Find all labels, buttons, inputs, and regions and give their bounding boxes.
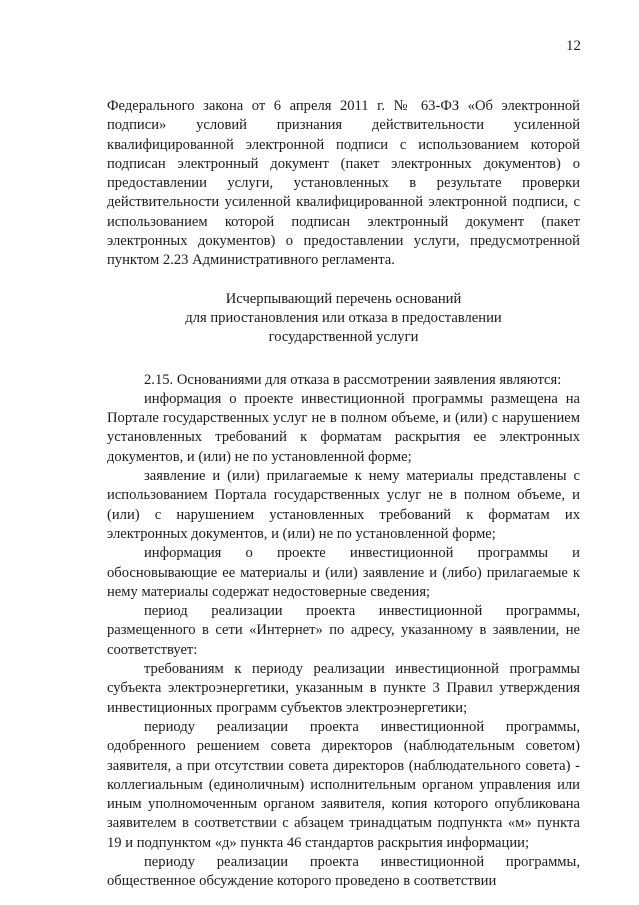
section-heading-line-3: государственной услуги (268, 329, 419, 346)
paragraph-period-requirements: требованиям к периоду реализации инвестиционной программы субъекта электроэнергетики, указанным в пункте 3 Правил утверждения инвестиционных программ субъектов электроэнергетики; (107, 661, 580, 716)
section-heading-line-1: Исчерпывающий перечень оснований (225, 290, 462, 307)
document-body (107, 97, 580, 892)
section-heading-line-2: для приостановления или отказа в предоставлении (185, 309, 502, 326)
page-number: 12 (566, 38, 581, 54)
paragraph-application-materials: заявление и (или) прилагаемые к нему материалы представлены с использованием Портала государственных услуг не в полном объеме, и (или) с нарушением установленных требований к форматам их электронных документов, и (или) не по установленной форме; (107, 468, 580, 542)
intro-paragraph: Федерального закона от 6 апреля 2011 г. № 63-ФЗ «Об электронной подписи» условий признания действительности усиленной квалифицированной электронной подписи с использованием которой подписан электронный документ (пакет электронных документов) о предоставлении услуги, установленных в результате проверки действительности усиленной квалифицированной электронной подписи, с использованием которой подписан электронный документ (пакет электронных документов) о предоставлении услуги, предусмотренной пунктом 2.23 Административного регламента. (107, 98, 580, 269)
paragraph-false-information: информация о проекте инвестиционной программы и обосновывающие ее материалы и (или) заявление и (либо) прилагаемые к нему материалы содержат недостоверные сведения; (107, 545, 580, 600)
paragraph-portal-info: информация о проекте инвестиционной программы размещена на Портале государственных услуг не в полном объеме, и (или) с нарушением установленных требований к форматам раскрытия ее электронных документов, и (или) не по установленной форме; (107, 390, 580, 465)
paragraph-board-approved-period: периоду реализации проекта инвестиционной программы, одобренного решением совета директоров (наблюдательным советом) заявителя, а при отсутствии совета директоров (наблюдательного совета) - коллегиальным (единоличным) исполнительным органом управления или иным уполномоченным органом заявителя, копия которого опубликована заявителем в соответствии с абзацем тринадцатым подпункта «м» пункта 19 и подпунктом «д» пункта 46 стандартов раскрытия информации; (107, 718, 580, 851)
paragraph-2-15: 2.15. Основаниями для отказа в рассмотрении заявления являются: (144, 371, 562, 388)
paragraph-period-mismatch: период реализации проекта инвестиционной программы, размещенного в сети «Интернет» по адресу, указанному в заявлении, не соответствует: (107, 603, 580, 658)
paragraph-public-discussion-period: периоду реализации проекта инвестиционной программы, общественное обсуждение которого проведено в соответствии (107, 853, 580, 890)
section-heading (107, 290, 580, 348)
